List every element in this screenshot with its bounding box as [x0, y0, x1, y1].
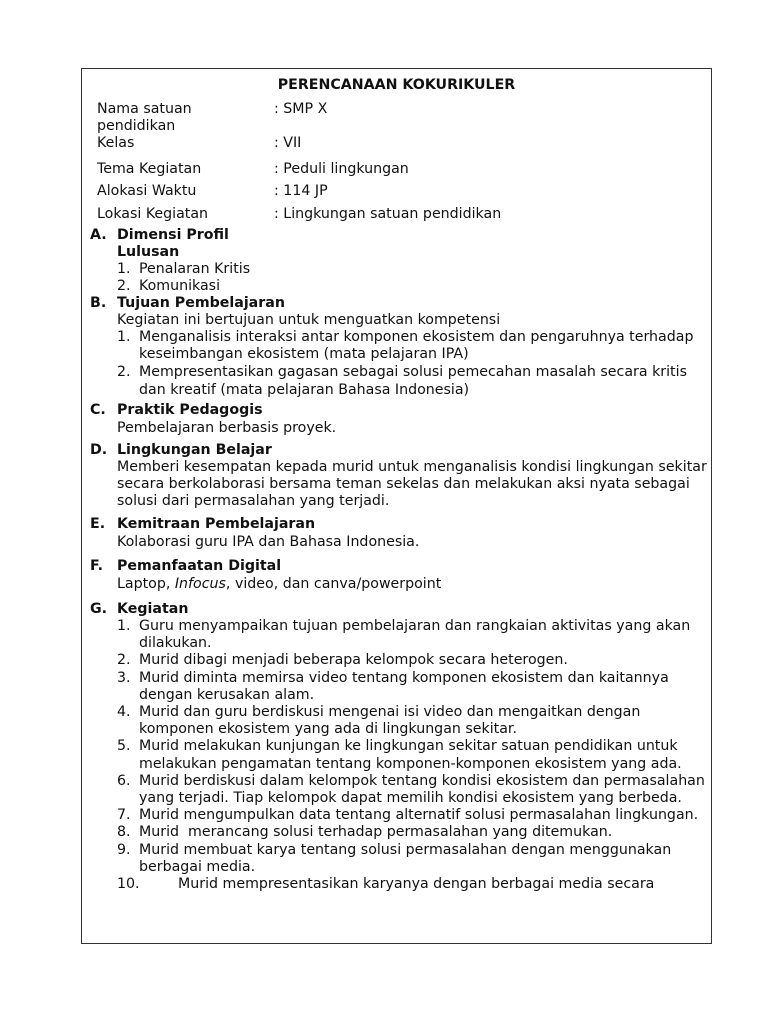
- list-item: 5. Murid melakukan kunjungan ke lingkungan sekitar satuan pendidikan untuk melakukan pengamatan tentang komponen-komponen ekosistem yang ada.: [117, 738, 682, 772]
- info-value: : Peduli lingkungan: [274, 161, 409, 177]
- section-title: Pemanfaatan Digital: [117, 558, 282, 574]
- list-item: 6. Murid berdiskusi dalam kelompok tentang kondisi ekosistem dan permasalahan yang terjadi. Tiap kelompok dapat memilih kondisi ekosistem yang berbeda.: [117, 772, 705, 807]
- info-value: : 114 JP: [274, 183, 328, 199]
- list-item: 10. Murid mempresentasikan karyanya dengan berbagai media secara: [117, 876, 655, 893]
- section-letter: B.: [90, 295, 107, 311]
- section-b-intro: Kegiatan ini bertujuan untuk menguatkan kompetensi: [117, 312, 501, 328]
- section-b-list: [117, 329, 709, 399]
- list-item: 7. Murid mengumpulkan data tentang alternatif solusi permasalahan lingkungan.: [117, 807, 699, 824]
- document-frame: [81, 68, 712, 944]
- info-label: Lokasi Kegiatan: [97, 206, 209, 222]
- list-item: 3. Murid diminta memirsa video tentang komponen ekosistem dan kaitannya dengan kerusakan alam.: [117, 669, 669, 703]
- list-item: 2. Komunikasi: [117, 278, 221, 295]
- info-value: : VII: [274, 135, 302, 151]
- section-e-body: Kolaborasi guru IPA dan Bahasa Indonesia.: [117, 534, 420, 550]
- info-label: Nama satuan pendidikan: [97, 101, 192, 134]
- list-item: 2. Murid dibagi menjadi beberapa kelompok secara heterogen.: [117, 652, 568, 669]
- section-title: Tujuan Pembelajaran: [117, 295, 285, 311]
- list-item: 2. Mempresentasikan gagasan sebagai solusi pemecahan masalah secara kritis dan kreatif (mata pelajaran Bahasa Indonesia): [117, 364, 687, 398]
- document-title: PERENCANAAN KOKURIKULER: [277, 77, 516, 93]
- list-item: 8. Murid merancang solusi terhadap permasalahan yang ditemukan.: [117, 824, 613, 841]
- section-d-body: Memberi kesempatan kepada murid untuk menganalisis kondisi lingkungan sekitar secara berkolaborasi bersama teman sekelas dan melakukan aksi nyata sebagai solusi dari permasalahan yang terjadi.: [117, 459, 707, 510]
- section-g-list: [117, 618, 709, 893]
- section-letter: G.: [90, 601, 108, 617]
- info-value: : SMP X: [274, 101, 328, 117]
- section-c-body: Pembelajaran berbasis proyek.: [117, 420, 337, 436]
- section-letter: D.: [90, 442, 108, 458]
- section-title: Kegiatan: [117, 601, 189, 617]
- list-item: 4. Murid dan guru berdiskusi mengenai isi video dan mengaitkan dengan komponen ekosistem yang ada di lingkungan sekitar.: [117, 704, 641, 738]
- info-label: Tema Kegiatan: [97, 161, 202, 177]
- section-title: Dimensi Profil Lulusan: [117, 227, 229, 260]
- list-item: 1. Menganalisis interaksi antar komponen ekosistem dan pengaruhnya terhadap keseimbangan ekosistem (mata pelajaran IPA): [117, 329, 694, 363]
- list-item: 9. Murid membuat karya tentang solusi permasalahan dengan menggunakan berbagai media.: [117, 841, 672, 875]
- section-title: Praktik Pedagogis: [117, 402, 263, 418]
- info-label: Alokasi Waktu: [97, 183, 197, 199]
- section-letter: E.: [90, 516, 106, 532]
- info-value: : Lingkungan satuan pendidikan: [274, 206, 502, 222]
- section-a-list: [117, 261, 709, 295]
- info-label: Kelas: [97, 135, 135, 151]
- section-letter: C.: [90, 402, 106, 418]
- section-letter: F.: [90, 558, 103, 574]
- list-item: 1. Penalaran Kritis: [117, 261, 251, 277]
- section-title: Lingkungan Belajar: [117, 442, 272, 458]
- section-f-body: Laptop, Infocus, video, dan canva/powerpoint: [117, 576, 442, 592]
- list-item: 1. Guru menyampaikan tujuan pembelajaran dan rangkaian aktivitas yang akan dilakukan.: [117, 618, 691, 652]
- section-letter: A.: [90, 227, 107, 243]
- section-title: Kemitraan Pembelajaran: [117, 516, 316, 532]
